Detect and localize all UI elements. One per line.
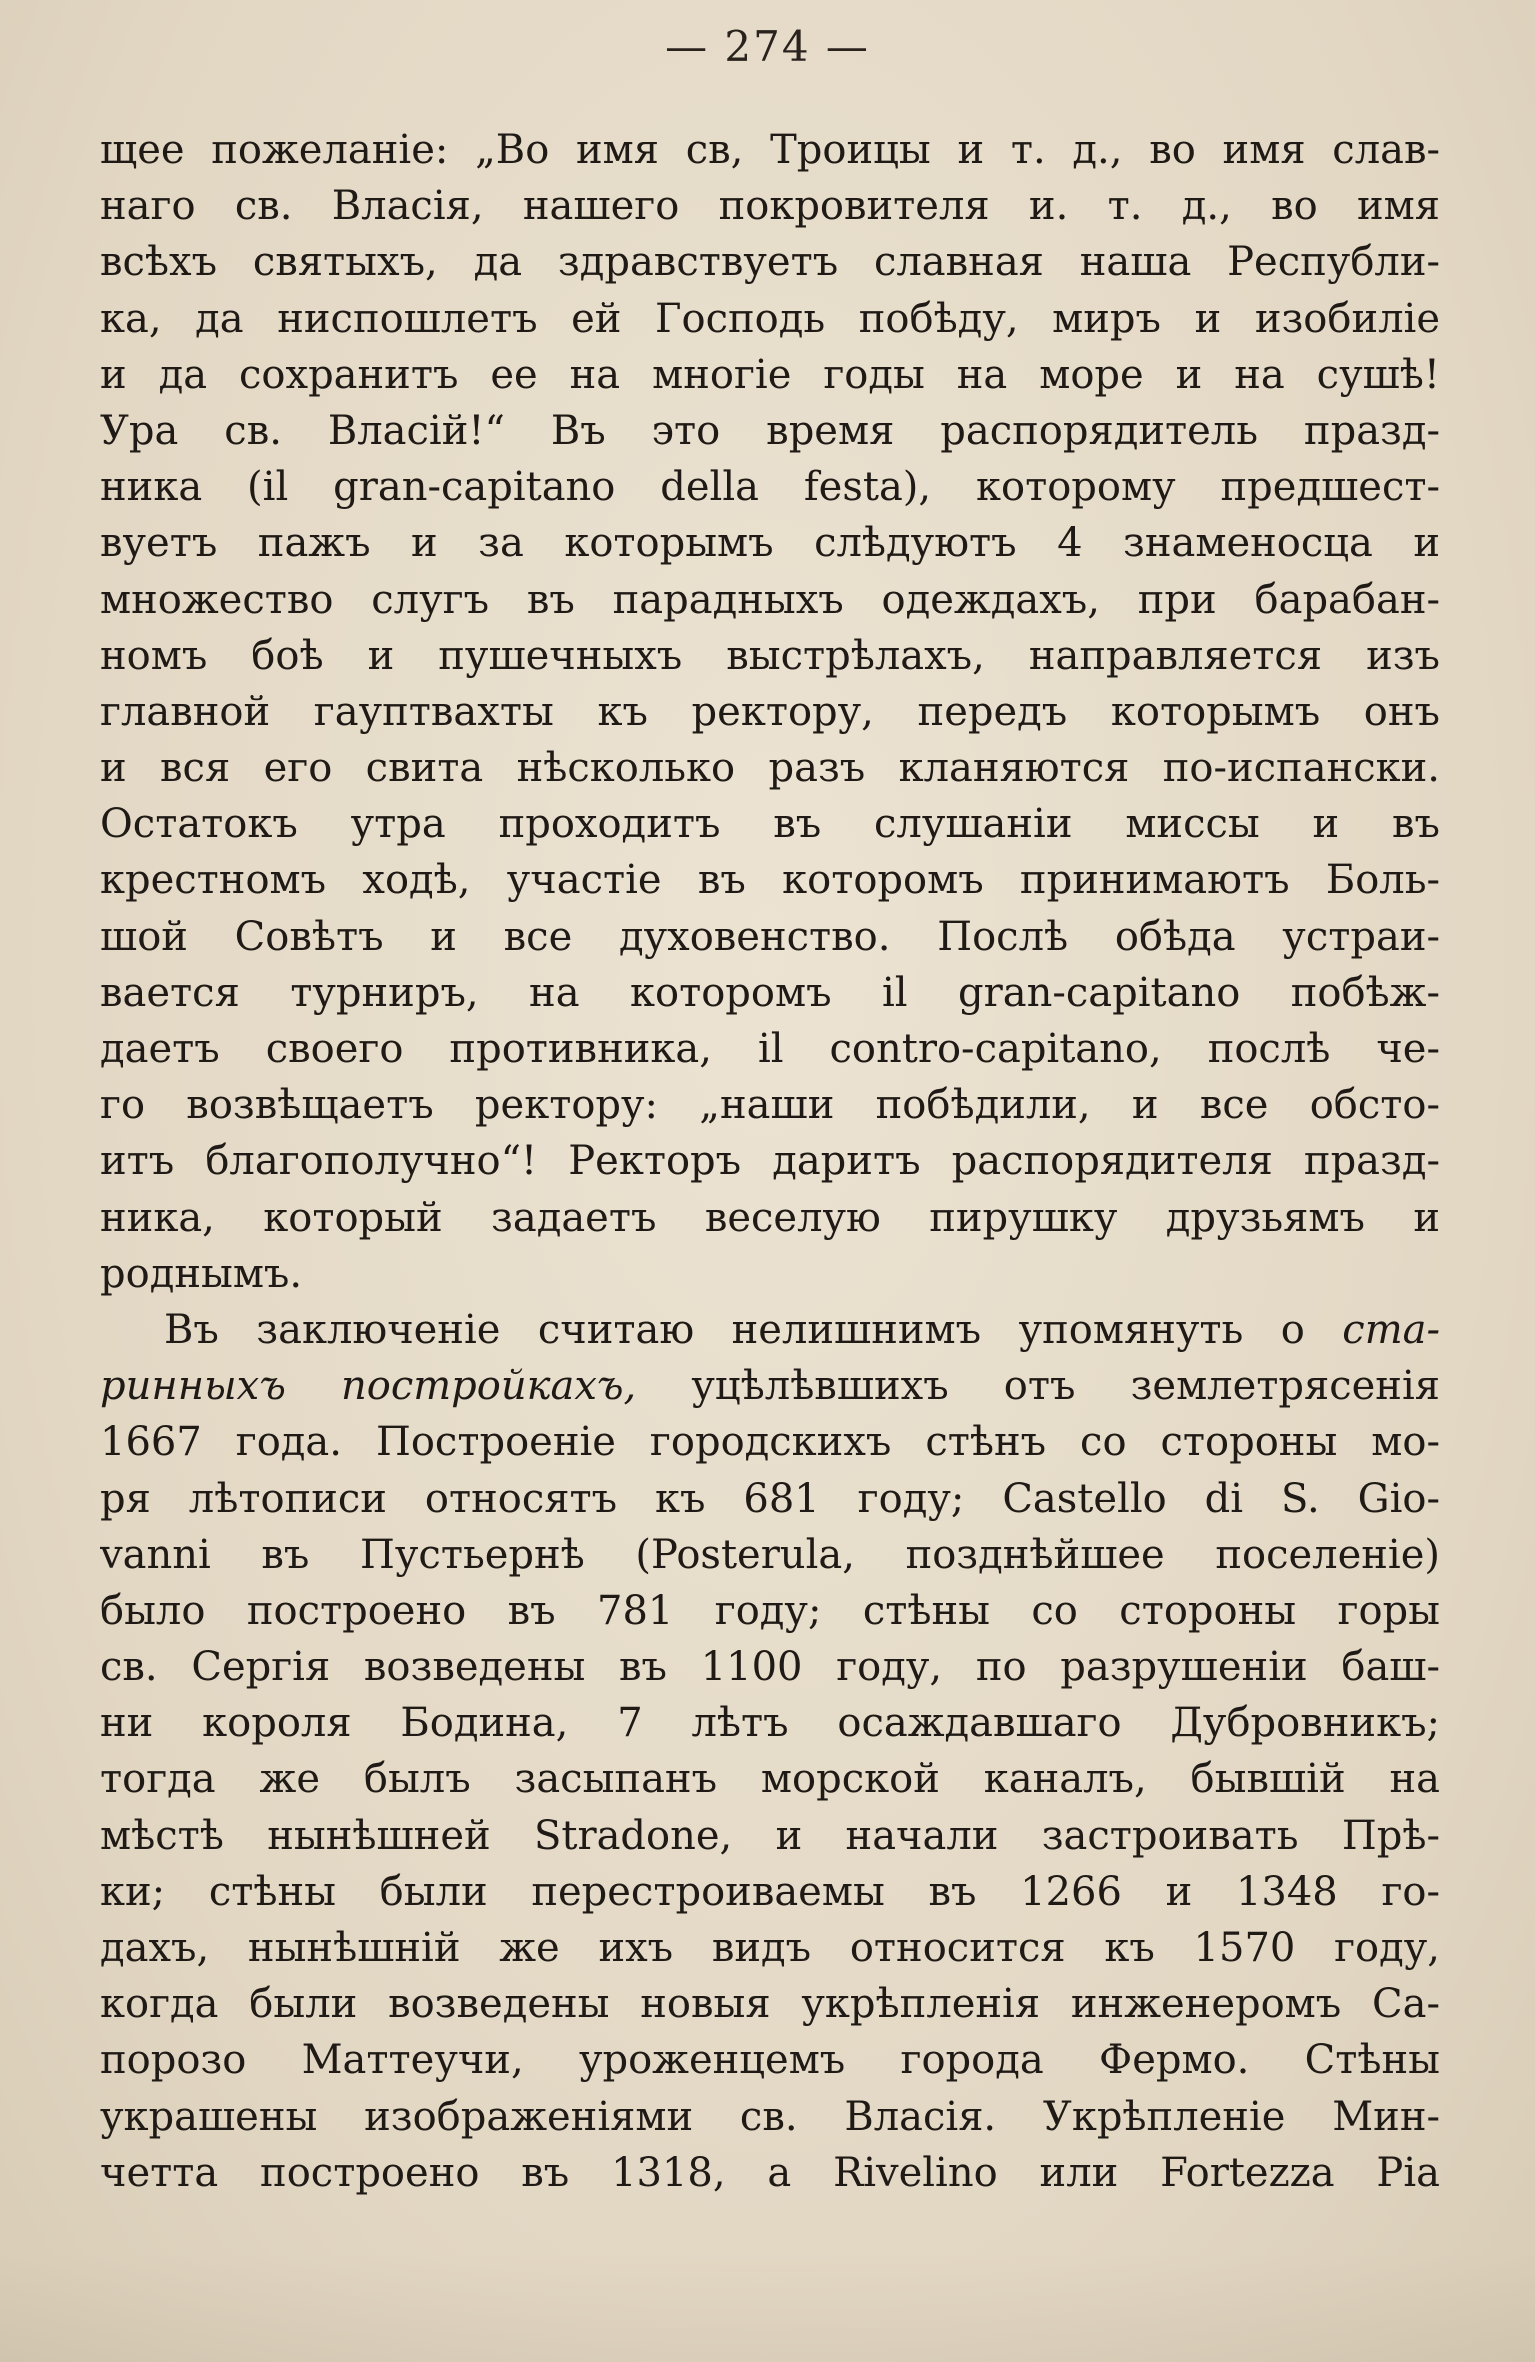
text-line: ка, да ниспошлетъ ей Господь побѣду, миръ и изобиліе: [100, 295, 1440, 342]
text-line: итъ благополучно“! Ректоръ даритъ распорядителя празд-: [100, 1138, 1440, 1185]
paragraph-first-line: [100, 1302, 1440, 1358]
text-line: четта построено въ 1318, а Rivelino или Fortezza Pia: [100, 2149, 1440, 2196]
italic-run: ринныхъ постройкахъ,: [100, 1363, 637, 1410]
text-line: мѣстѣ нынѣшней Stradone, и начали застроивать Прѣ-: [100, 1812, 1440, 1859]
text-line: ни короля Бодина, 7 лѣтъ осаждавшаго Дубровникъ;: [100, 1700, 1440, 1747]
text-line: наго св. Власія, нашего покровителя и. т. д., во имя: [100, 183, 1440, 230]
text-run: Въ заключеніе считаю нелишнимъ упомянуть о: [164, 1306, 1343, 1353]
text-line: Ура св. Власій!“ Въ это время распорядитель празд-: [100, 407, 1440, 454]
text-line: Остатокъ утра проходитъ въ слушаніи миссы и въ: [100, 801, 1440, 848]
text-line: 1667 года. Построеніе городскихъ стѣнъ со стороны мо-: [100, 1419, 1440, 1466]
text-line: го возвѣщаетъ ректору: „наши побѣдили, и все обсто-: [100, 1082, 1440, 1129]
text-line: порозо Маттеучи, уроженцемъ города Фермо. Стѣны: [100, 2037, 1440, 2084]
page-number: — 274 —: [665, 22, 870, 71]
text-line: номъ боѣ и пушечныхъ выстрѣлахъ, направляется изъ: [100, 632, 1440, 679]
text-line: крестномъ ходѣ, участіе въ которомъ принимаютъ Боль-: [100, 857, 1440, 904]
italic-run: ста-: [1342, 1306, 1440, 1353]
text-line: главной гауптвахты къ ректору, передъ которымъ онъ: [100, 688, 1440, 735]
text-line: и вся его свита нѣсколько разъ кланяются по-испански.: [100, 745, 1440, 792]
text-line: роднымъ.: [100, 1250, 303, 1297]
text-line: vanni въ Пустьернѣ (Posterula, позднѣйшее поселеніе): [100, 1531, 1440, 1578]
text-line: св. Сергія возведены въ 1100 году, по разрушеніи баш-: [100, 1644, 1440, 1691]
text-run: уцѣлѣвшихъ отъ землетрясенія: [636, 1363, 1440, 1410]
text-line: ника, который задаетъ веселую пирушку друзьямъ и: [100, 1194, 1440, 1241]
text-line: украшены изображеніями св. Власія. Укрѣпленіе Мин-: [100, 2093, 1440, 2140]
text-line: вается турниръ, на которомъ il gran-capitano побѣж-: [100, 969, 1440, 1016]
text-line: было построено въ 781 году; стѣны со стороны горы: [100, 1587, 1440, 1634]
text-line: ника (il gran-capitano della festa), которому предшест-: [100, 464, 1440, 511]
text-line: ки; стѣны были перестроиваемы въ 1266 и 1348 го-: [100, 1868, 1440, 1915]
text-line: вуетъ пажъ и за которымъ слѣдуютъ 4 знаменосца и: [100, 520, 1440, 567]
text-line: даетъ своего противника, il contro-capitano, послѣ че-: [100, 1026, 1440, 1072]
text-line: тогда же былъ засыпанъ морской каналъ, бывшій на: [100, 1756, 1440, 1803]
text-line: ря лѣтописи относятъ къ 681 году; Castello di S. Gio-: [100, 1475, 1440, 1522]
text-line: всѣхъ святыхъ, да здравствуетъ славная наша Республи-: [100, 239, 1440, 286]
text-line: шой Совѣтъ и все духовенство. Послѣ обѣда устраи-: [100, 913, 1440, 960]
text-line: [100, 1358, 1440, 1414]
page-bottom-shadow: [0, 2252, 1535, 2362]
text-line: когда были возведены новыя укрѣпленія инженеромъ Са-: [100, 1981, 1440, 2028]
text-line: множество слугъ въ парадныхъ одеждахъ, при барабан-: [100, 576, 1440, 623]
text-line: дахъ, нынѣшній же ихъ видъ относится къ 1570 году,: [100, 1925, 1440, 1971]
text-line: и да сохранитъ ее на многіе годы на море и на сушѣ!: [100, 351, 1440, 398]
text-line: щее пожеланіе: „Во имя св, Троицы и т. д., во имя слав-: [100, 127, 1440, 173]
body-text: [100, 122, 1440, 2201]
